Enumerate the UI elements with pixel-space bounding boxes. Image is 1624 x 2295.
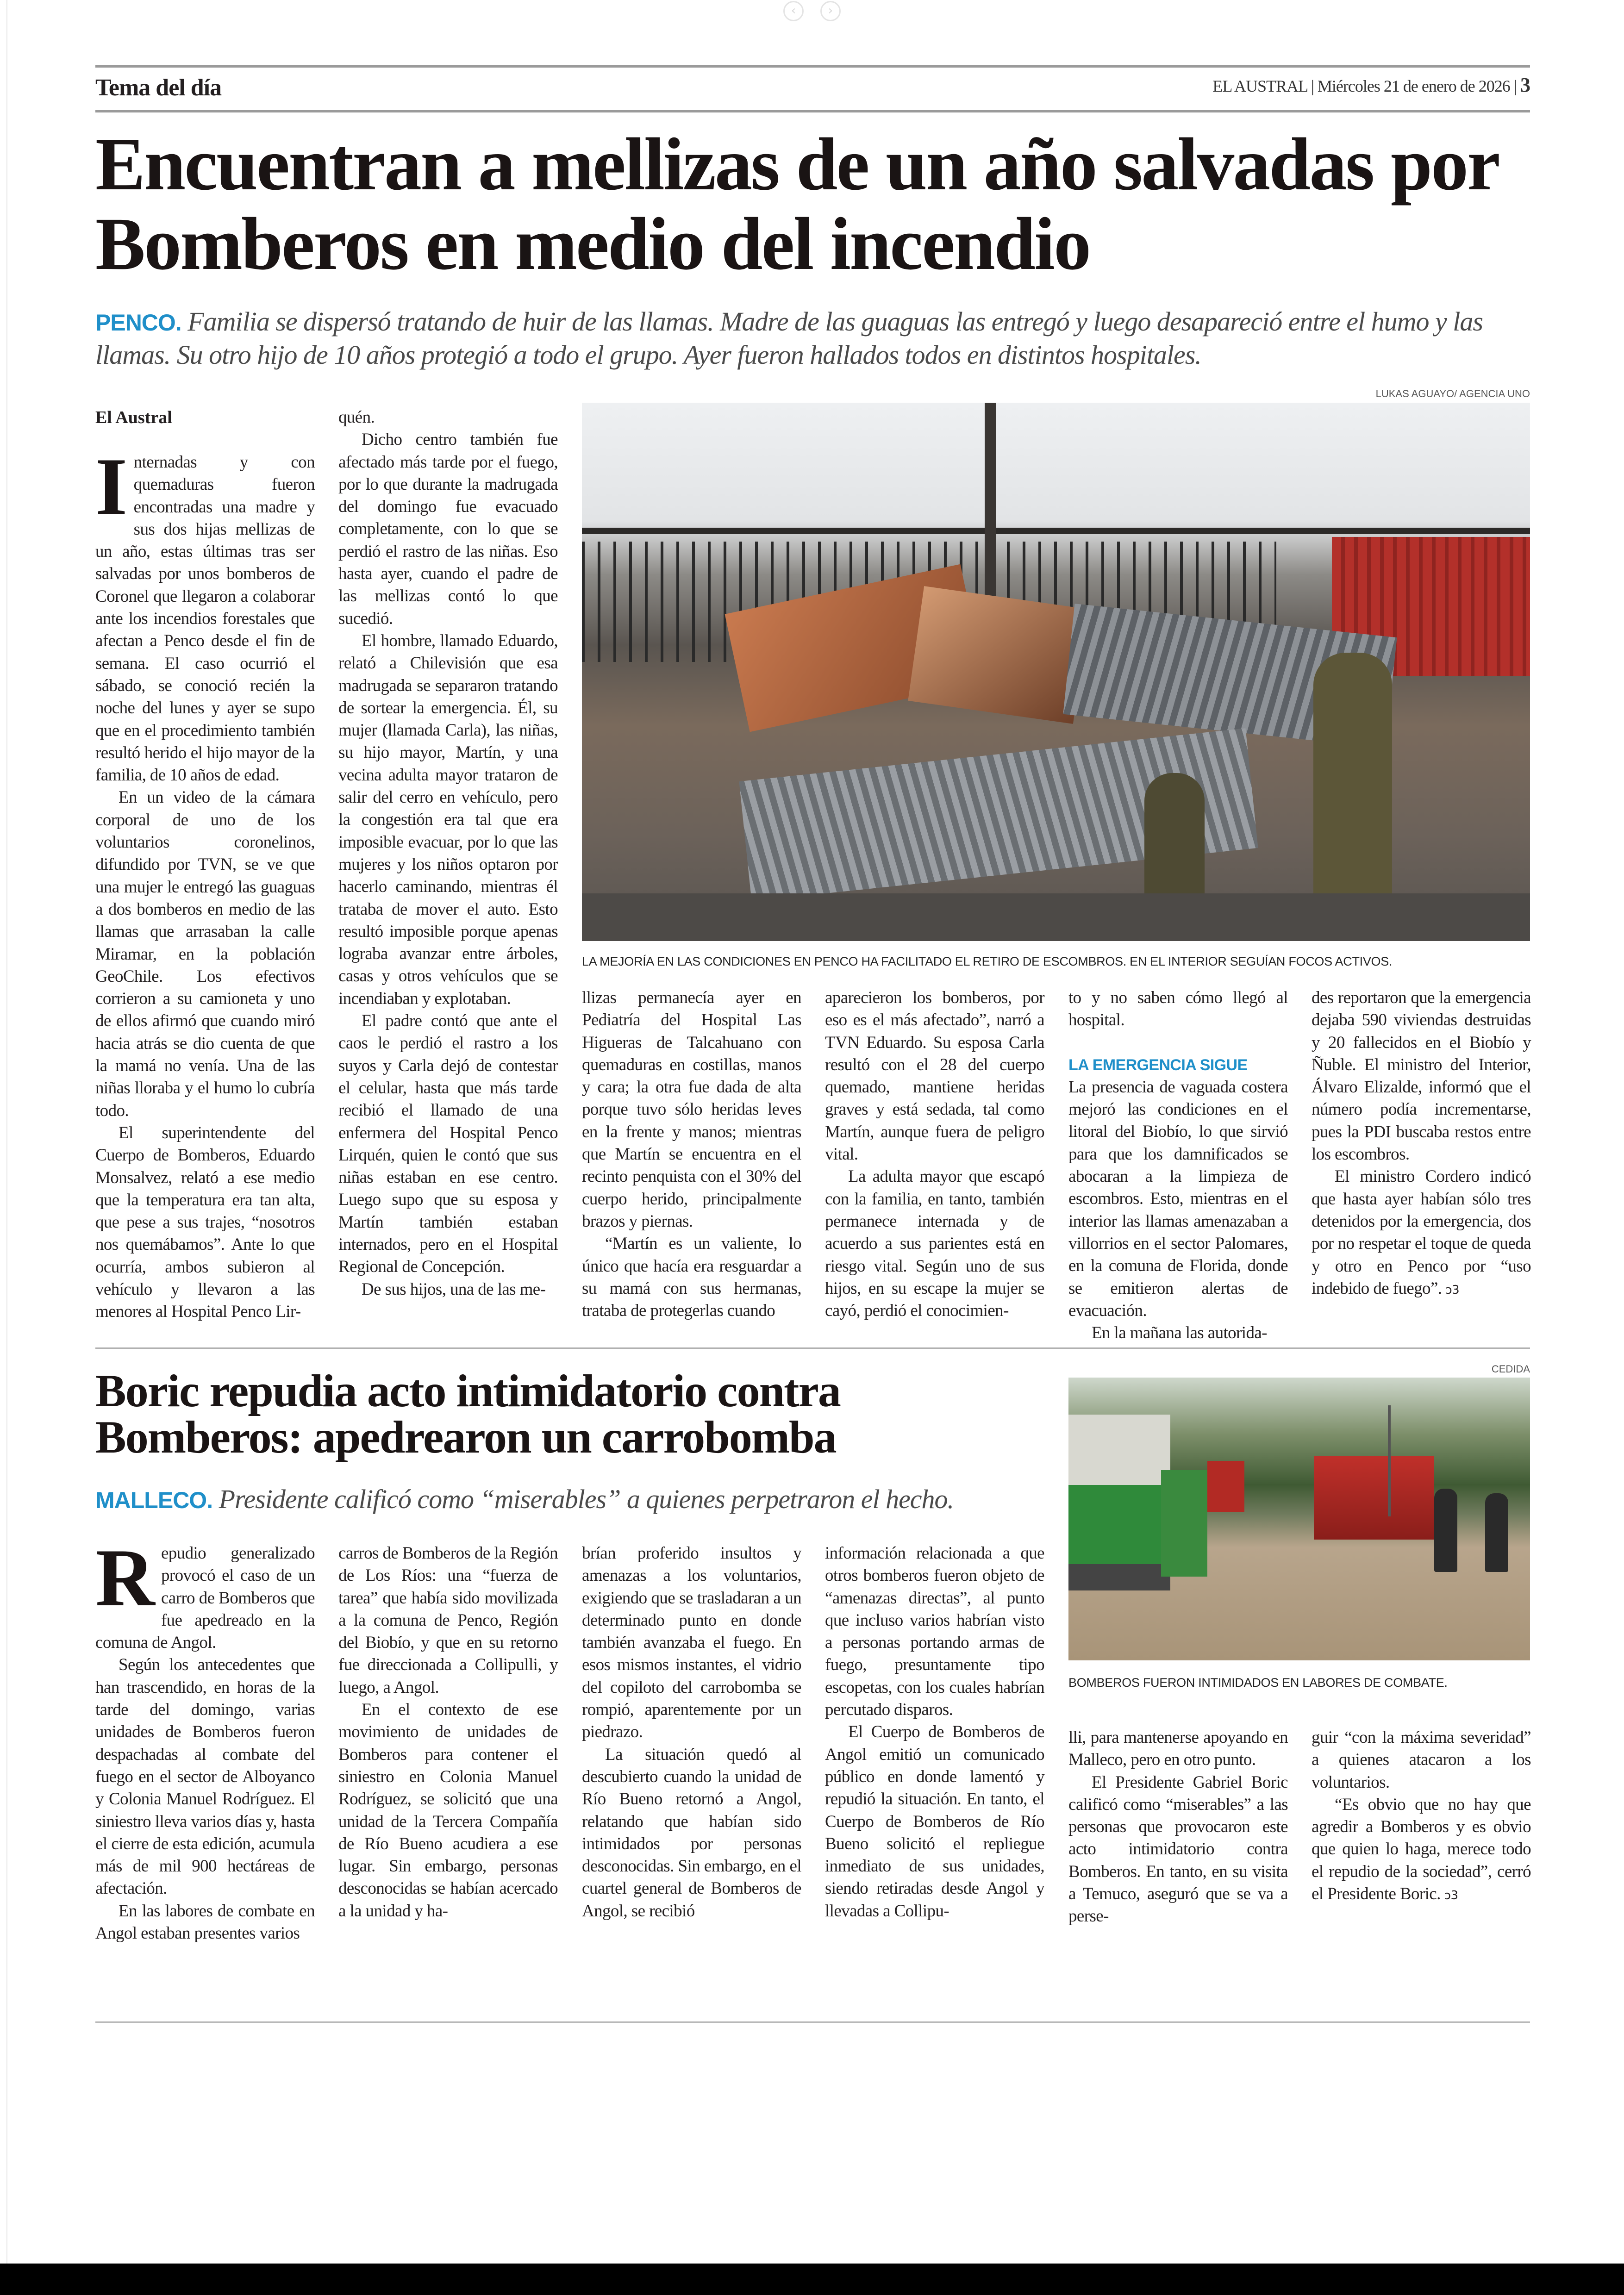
- paragraph: [1068, 1771, 1288, 1928]
- paragraph-text: información relacionada a que otros bomberos fueron objeto de “amenazas directas”, al punto que incluso varios habrían visto a personas portando armas de fuego, presuntamente tipo escopetas, con los cuales habrían percutado disparos.: [825, 1544, 1044, 1720]
- paragraph: [582, 1542, 801, 1744]
- previous-page-button[interactable]: [783, 1, 804, 21]
- separator: |: [1311, 77, 1314, 95]
- paragraph: [338, 1699, 558, 1922]
- paragraph: [825, 1721, 1044, 1922]
- article2-kicker: MALLECO.: [95, 1487, 213, 1513]
- paragraph-text: to y no saben cómo llegó al hospital.: [1068, 988, 1288, 1030]
- paragraph: [95, 1900, 315, 1945]
- paragraph-text: quén.: [338, 408, 375, 427]
- paragraph: [1312, 1794, 1531, 1907]
- end-of-article-icon: ↄ3: [1444, 1889, 1458, 1903]
- paragraph: [1312, 1166, 1531, 1301]
- article2-column-3: [582, 1542, 801, 1921]
- end-of-article-icon: ↄ3: [1445, 1283, 1460, 1297]
- article1-column-2: [338, 406, 558, 1317]
- section-title: Tema del día: [95, 75, 222, 101]
- page-edge: [6, 0, 7, 2264]
- article2-column-5: [1068, 1727, 1288, 1926]
- article2-photo-firetrucks: [1068, 1378, 1530, 1660]
- subheading: [1068, 1054, 1288, 1076]
- paragraph-text: La situación quedó al descubierto cuando la unidad de Río Bueno retornó a Angol, relatando que habían sido intimidados por personas desconocidas. Sin embargo, en el cuartel general de Bomberos de Angol, se recibió: [582, 1745, 801, 1921]
- article1-photo-debris: [582, 403, 1530, 941]
- paragraph-text: El Presidente Gabriel Boric calificó como “miserables” a las personas que provocaron este acto intimidatorio contra Bomberos. En tanto, en su visita a Temuco, aseguró que se va a perse-: [1068, 1772, 1288, 1926]
- article2-deck: [95, 1484, 1068, 1515]
- paragraph: [1068, 1727, 1288, 1771]
- page-number: 3: [1520, 74, 1530, 96]
- chevron-right-icon: ›: [828, 4, 833, 18]
- paragraph-text: En la mañana las autorida-: [1092, 1323, 1267, 1343]
- article2-headline: Boric repudia acto intimidatorio contra Bomberos: apedrearon un carrobomba: [95, 1365, 840, 1463]
- article2-column-1: [95, 1532, 315, 1943]
- paragraph-text: llizas permanecía ayer en Pediatría del Hospital Las Higueras de Talcahuano con quemaduras en costillas, manos y cara; la otra fue dada de alta porque tuvo sólo heridas leves en la frente y manos; mientras que Martín se encuentra en el recinto penquista con el 30% del cuerpo herido, principalmente brazos y piernas.: [582, 988, 801, 1231]
- article1-column-5: [1068, 987, 1288, 1343]
- paragraph: [338, 1278, 558, 1301]
- article2-photo-credit: CEDIDA: [1491, 1363, 1530, 1375]
- article1-headline: Encuentran a mellizas de un año salvadas por Bomberos en medio del incendio: [95, 123, 1498, 286]
- paragraph-text: El superintendente del Cuerpo de Bomberos, Eduardo Monsalvez, relató a ese medio que la temperatura era tan alta, que pese a sus trajes, “nosotros nos quemábamos”. Ante lo que ocurría, ambos subieron al vehículo y llevaron a las menores al Hospital Penco Lir-: [95, 1123, 315, 1322]
- paper-name: EL AUSTRAL: [1212, 77, 1307, 95]
- separator: |: [1513, 77, 1517, 95]
- paragraph-text: La adulta mayor que escapó con la familia, en tanto, también permanece internada y de acuerdo a sus parientes está en riesgo vital. Según uno de sus hijos, en su escape la mujer se cayó, perdió el conocimien-: [825, 1167, 1044, 1321]
- viewer-bottom-bar: [0, 2264, 1624, 2295]
- paragraph-text: des reportaron que la emergencia dejaba 590 viviendas destruidas y 20 fallecidos en el Biobío y Ñuble. El ministro del Interior, Álvaro Elizalde, informó que el número podía incrementarse, pues la PDI buscaba restos entre los escombros.: [1312, 988, 1531, 1164]
- article1-column-4: [825, 987, 1044, 1321]
- paragraph-text: La presencia de vaguada costera mejoró las condiciones en el litoral del Biobío, lo que sirvió para que los damnificados se abocaran a la limpieza de escombros. Esto, mientras en el interior las llamas amenazaban a villorrios en el sector Palomares, en la comuna de Florida, donde se emitieron alertas de evacuación.: [1068, 1077, 1288, 1320]
- paragraph-text: “Martín es un valiente, lo único que hacía era resguardar a su mamá con sus hermanas, trataba de protegerlas cuando: [582, 1234, 801, 1321]
- paragraph: [825, 1542, 1044, 1721]
- article1-deck-text: Familia se dispersó tratando de huir de las llamas. Madre de las guaguas las entregó y luego desapareció entre el humo y las llamas. Su otro hijo de 10 años protegió a todo el grupo. Ayer fueron hallados todos en distintos hospitales.: [95, 306, 1483, 370]
- paragraph-text: nternadas y con quemaduras fueron encontradas una madre y sus dos hijas mellizas de un año, estas últimas tras ser salvadas por unos bomberos de Coronel que llegaron a colaborar ante los incendios forestales que afectan a Penco desde el fin de semana. El caso ocurrió el sábado, se conoció recién la noche del lunes y ayer se supo que en el procedimiento también resultó herido el hijo mayor de la familia, de 10 años de edad.: [95, 453, 315, 785]
- paragraph-text: Dicho centro también fue afectado más tarde por el fuego, por lo que durante la madrugada del domingo fue evacuado completamente, con lo que se perdió el rastro de las niñas. Eso hasta ayer, cuando el padre de las mellizas contó lo que sucedió.: [338, 430, 558, 628]
- paragraph: [338, 1010, 558, 1278]
- paragraph: [582, 1233, 801, 1322]
- paragraph: [95, 441, 315, 786]
- article2-column-4: [825, 1542, 1044, 1921]
- page-bottom-rule: [95, 2021, 1530, 2023]
- paragraph: [1068, 987, 1288, 1032]
- paragraph-text: carros de Bomberos de la Región de Los Ríos: una “fuerza de tarea” que había sido movilizada a la comuna de Penco, Región del Biobío, y que en su retorno fue direccionada a Collipulli, y luego, a Angol.: [338, 1544, 558, 1697]
- paragraph-text: De sus hijos, una de las me-: [362, 1279, 546, 1299]
- paragraph-text: guir “con la máxima severidad” a quienes atacaron a los voluntarios.: [1312, 1728, 1531, 1792]
- article1-column-6: [1312, 987, 1531, 1317]
- paragraph: [95, 786, 315, 1122]
- article1-column-3: [582, 987, 801, 1321]
- article1-photo-caption: LA MEJORÍA EN LAS CONDICIONES EN PENCO HA FACILITADO EL RETIRO DE ESCOMBROS. EN EL INTERIOR SEGUÍAN FOCOS ACTIVOS.: [582, 954, 1393, 968]
- paragraph-text: LA EMERGENCIA SIGUE: [1068, 1056, 1248, 1074]
- paragraph-text: epudio generalizado provocó el caso de un carro de Bomberos que fue apedreado en la comuna de Angol.: [95, 1544, 315, 1653]
- paragraph-text: En las labores de combate en Angol estaban presentes varios: [95, 1901, 315, 1943]
- article1-deck: [95, 306, 1535, 371]
- paragraph: [1068, 1076, 1288, 1322]
- paragraph-text: Según los antecedentes que han trascendido, en horas de la tarde del domingo, varias unidades de Bomberos fueron despachadas al combate del fuego en el sector de Alboyanco y Colonia Manuel Rodríguez. El siniestro lleva varios días y, hasta el cierre de esta edición, acumula más de mil 900 hectáreas de afectación.: [95, 1655, 315, 1898]
- paragraph-text: lli, para mantenerse apoyando en Malleco, pero en otro punto.: [1068, 1728, 1288, 1770]
- article2-column-6: [1312, 1727, 1531, 1904]
- paragraph: [1312, 1727, 1531, 1794]
- paragraph: [338, 1542, 558, 1699]
- paragraph: [95, 1122, 315, 1323]
- paragraph: [338, 429, 558, 630]
- paragraph-text: aparecieron los bomberos, por eso es el más afectado”, narró a TVN Eduardo. Su esposa Carla resultó con el 28 del cuerpo quemado, mantiene heridas graves y está sedada, tal como Martín, aunque fuera de peligro vital.: [825, 988, 1044, 1164]
- paragraph-text: En el contexto de ese movimiento de unidades de Bomberos para contener el siniestro en Colonia Manuel Rodríguez, se solicitó que una unidad de la Tercera Compañía de Río Bueno acudiera a ese lugar. Sin embargo, personas desconocidas se habían acercado a la unidad y ha-: [338, 1700, 558, 1921]
- article2-deck-text: Presidente calificó como “miserables” a quienes perpetraron el hecho.: [219, 1484, 954, 1514]
- next-page-button[interactable]: [820, 1, 841, 21]
- article2-photo-caption: BOMBEROS FUERON INTIMIDADOS EN LABORES DE COMBATE.: [1068, 1676, 1448, 1690]
- drop-cap: I: [95, 441, 127, 532]
- article1-kicker: PENCO.: [95, 310, 181, 336]
- article-divider: [95, 1347, 1530, 1349]
- article1-column-1: [95, 441, 315, 1322]
- article1-photo-credit: LUKAS AGUAYO/ AGENCIA UNO: [1375, 388, 1530, 399]
- paragraph: [582, 987, 801, 1233]
- article2-column-2: [338, 1542, 558, 1921]
- paragraph-text: El Cuerpo de Bomberos de Angol emitió un comunicado público en donde lamentó y repudió la situación. En tanto, el Cuerpo de Bomberos de Río Bueno solicitó el repliegue inmediato de sus unidades, siendo retiradas desde Angol y llevadas a Collipu-: [825, 1722, 1044, 1921]
- paragraph: [1068, 1322, 1288, 1344]
- paragraph: [825, 987, 1044, 1166]
- header-rule-top: [95, 65, 1530, 68]
- chevron-left-icon: ‹: [791, 4, 796, 18]
- paragraph: [338, 630, 558, 1010]
- paragraph: [825, 1166, 1044, 1322]
- paragraph-text: El padre contó que ante el caos le perdió el rastro a los suyos y Carla dejó de contestar el celular, hasta que más tarde recibió el llamado de una enfermera del Hospital Penco Lirquén, quien le contó que sus niñas estaban en ese centro. Luego supo que su esposa y Martín también estaban internados, pero en el Hospital Regional de Concepción.: [338, 1011, 558, 1277]
- paragraph: [95, 1532, 315, 1654]
- drop-cap: R: [95, 1532, 155, 1623]
- paragraph-text: En un video de la cámara corporal de uno de los voluntarios coronelinos, difundido por TVN, se ve que una mujer le entregó las guaguas a dos bomberos en medio de las llamas que arrasaban la calle Miramar, en la población GeoChile. Los efectivos corrieron a su camioneta y uno de ellos afirmó que cuando miró hacia atrás se dio cuenta de que la mamá no venía. Una de las niñas lloraba y el humo lo cubría todo.: [95, 788, 315, 1120]
- article1-byline: El Austral: [95, 408, 172, 427]
- issue-date: Miércoles 21 de enero de 2026: [1317, 77, 1510, 95]
- paragraph-text: El hombre, llamado Eduardo, relató a Chilevisión que esa madrugada se separaron tratando de sortear la emergencia. Él, su mujer (llamada Carla), las niñas, su hijo mayor, Martín, y una vecina adulta mayor trataron de salir del cerro en vehículo, pero la congestión era tal que era imposible evacuar, por lo que las mujeres y los niños optaron por hacerlo caminando, mientras él trataba de mover el auto. Esto resultó imposible porque apenas lograba avanzar entre árboles, casas y otros vehículos que se incendiaban y explotaban.: [338, 631, 558, 1008]
- paragraph-text: “Es obvio que no hay que agredir a Bomberos y es obvio que quien lo haga, merece todo el repudio de la sociedad”, cerró el Presidente Boric.: [1312, 1795, 1531, 1904]
- paragraph-text: El ministro Cordero indicó que hasta ayer habían sólo tres detenidos por la emergencia, dos por no respetar el toque de queda y otro en Penco por “uso indebido de fuego”.: [1312, 1167, 1531, 1298]
- paragraph-text: brían proferido insultos y amenazas a los voluntarios, exigiendo que se trasladaran a un determinado punto en donde también avanzaba el fuego. En esos mismos instantes, el vidrio del copiloto del carrobomba se rompió, aparentemente por un piedrazo.: [582, 1544, 801, 1742]
- paragraph: [1312, 987, 1531, 1166]
- paragraph: [338, 406, 558, 429]
- masthead: [1212, 73, 1530, 97]
- header-rule-bottom: [95, 110, 1530, 112]
- paragraph: [95, 1654, 315, 1900]
- paragraph: [582, 1744, 801, 1922]
